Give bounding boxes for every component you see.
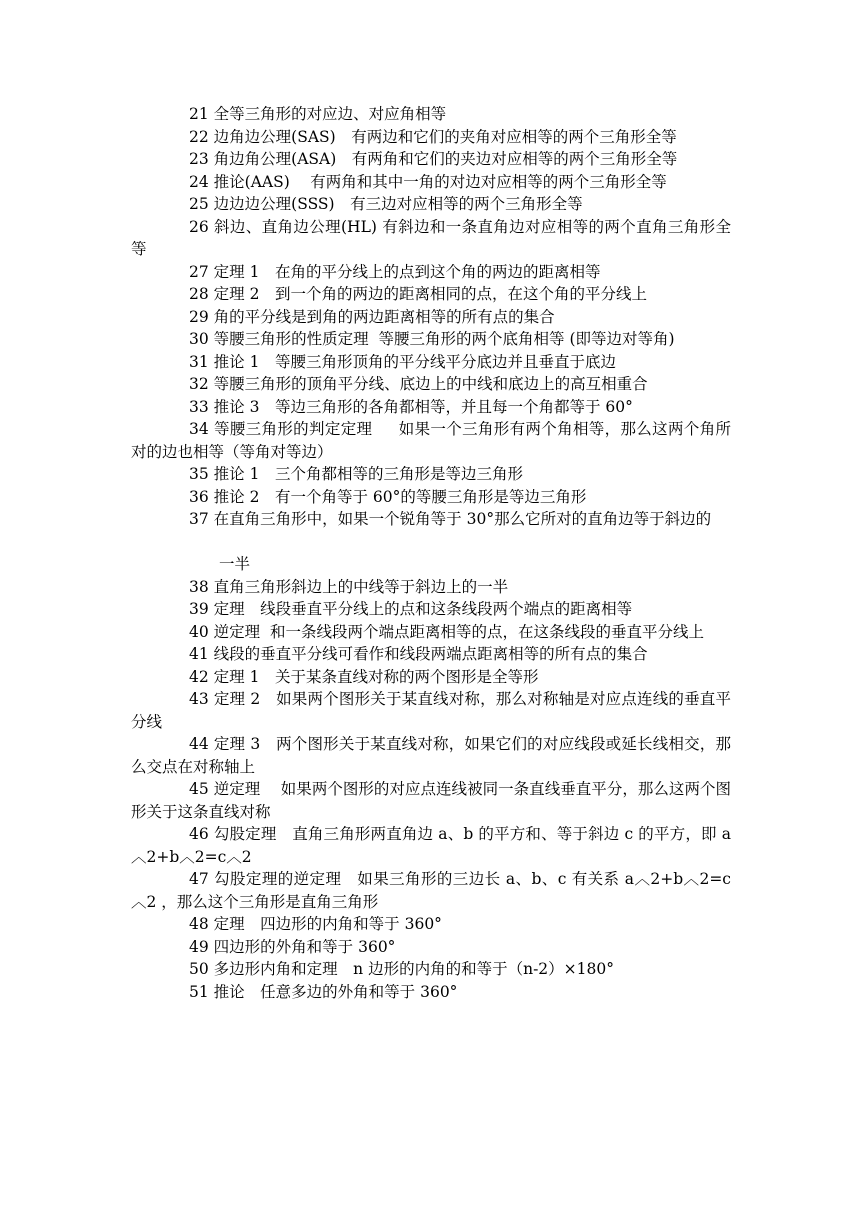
document-body xyxy=(131,103,731,1003)
theorem-text: 等腰三角形的判定定理 如果一个三角形有两个角相等，那么这两个角所对的边也相等（等角对等边） xyxy=(131,420,731,461)
theorem-number: 35 xyxy=(189,465,209,483)
theorem-26 xyxy=(131,216,731,261)
theorem-text: 定理 线段垂直平分线上的点和这条线段两个端点的距离相等 xyxy=(213,600,633,618)
theorem-text: 多边形内角和定理 n 边形的内角的和等于（n-2）×180° xyxy=(213,960,614,978)
theorem-text: 定理 1 在角的平分线上的点到这个角的两边的距离相等 xyxy=(213,262,601,281)
theorem-text: 全等三角形的对应边、对应角相等 xyxy=(213,105,447,123)
theorem-37 xyxy=(131,508,731,531)
theorem-text: 定理 2 如果两个图形关于某直线对称，那么对称轴是对应点连线的垂直平分线 xyxy=(131,690,731,731)
theorem-number: 44 xyxy=(189,735,209,753)
theorem-text: 四边形的外角和等于 360° xyxy=(213,937,396,956)
theorem-38 xyxy=(131,576,731,599)
theorem-51 xyxy=(131,981,731,1004)
theorem-number: 26 xyxy=(189,217,209,236)
theorem-48 xyxy=(131,913,731,936)
theorem-number: 24 xyxy=(189,172,209,191)
theorem-text: 在直角三角形中，如果一个锐角等于 30°那么它所对的直角边等于斜边的 xyxy=(213,510,712,528)
theorem-text: 推论 1 等腰三角形顶角的平分线平分底边并且垂直于底边 xyxy=(213,352,616,371)
theorem-text: 角的平分线是到角的两边距离相等的所有点的集合 xyxy=(213,307,555,326)
theorem-text: 勾股定理 直角三角形两直角边 a、b 的平方和、等于斜边 c 的平方，即 a︿2+b︿2=c︿2 xyxy=(131,825,731,866)
theorem-44 xyxy=(131,733,731,778)
theorem-text: 推论 1 三个角都相等的三角形是等边三角形 xyxy=(213,465,523,483)
theorem-number: 21 xyxy=(189,105,209,123)
theorem-35 xyxy=(131,463,731,486)
theorem-text: 边边边公理(SSS) 有三边对应相等的两个三角形全等 xyxy=(213,195,583,213)
theorem-number: 28 xyxy=(189,285,209,303)
theorem-number: 50 xyxy=(189,960,209,978)
theorem-28 xyxy=(131,283,731,306)
theorem-number: 38 xyxy=(189,577,209,596)
theorem-25 xyxy=(131,193,731,216)
theorem-22 xyxy=(131,126,731,149)
theorem-37-continuation: 一半 xyxy=(219,555,251,573)
theorem-30 xyxy=(131,328,731,351)
theorem-text: 定理 2 到一个角的两边的距离相同的点，在这个角的平分线上 xyxy=(213,285,647,303)
theorem-text: 等腰三角形的性质定理 等腰三角形的两个底角相等 (即等边对等角) xyxy=(213,330,675,348)
theorem-number: 36 xyxy=(189,487,209,506)
theorem-43 xyxy=(131,688,731,733)
theorem-27 xyxy=(131,261,731,284)
theorem-number: 22 xyxy=(189,127,209,146)
theorem-text: 角边角公理(ASA) 有两角和它们的夹边对应相等的两个三角形全等 xyxy=(213,150,678,168)
theorem-number: 27 xyxy=(189,262,209,281)
theorem-number: 46 xyxy=(189,825,209,843)
theorem-text: 直角三角形斜边上的中线等于斜边上的一半 xyxy=(213,577,509,596)
theorem-text: 边角边公理(SAS) 有两边和它们的夹角对应相等的两个三角形全等 xyxy=(213,127,677,146)
theorem-36 xyxy=(131,486,731,509)
theorem-32 xyxy=(131,373,731,396)
theorem-39 xyxy=(131,598,731,621)
theorem-number: 30 xyxy=(189,330,209,348)
theorem-21 xyxy=(131,103,731,126)
theorem-text: 推论(AAS) 有两角和其中一角的对边对应相等的两个三角形全等 xyxy=(213,172,667,191)
theorem-40 xyxy=(131,621,731,644)
theorem-50 xyxy=(131,958,731,981)
theorem-31 xyxy=(131,351,731,374)
theorem-text: 等腰三角形的顶角平分线、底边上的中线和底边上的高互相重合 xyxy=(213,375,648,393)
theorem-number: 31 xyxy=(189,352,209,371)
theorem-number: 49 xyxy=(189,937,209,956)
theorem-text: 线段的垂直平分线可看作和线段两端点距离相等的所有点的集合 xyxy=(213,645,648,663)
theorem-47 xyxy=(131,868,731,913)
theorem-number: 41 xyxy=(189,645,209,663)
theorem-text: 推论 任意多边的外角和等于 360° xyxy=(213,982,458,1001)
theorem-49 xyxy=(131,936,731,959)
theorem-number: 48 xyxy=(189,915,209,933)
theorem-number: 25 xyxy=(189,195,209,213)
theorem-number: 37 xyxy=(189,510,209,528)
blank-line xyxy=(131,531,731,554)
theorem-number: 29 xyxy=(189,307,209,326)
theorem-29 xyxy=(131,306,731,329)
theorem-number: 23 xyxy=(189,150,209,168)
theorem-text: 推论 3 等边三角形的各角都相等，并且每一个角都等于 60° xyxy=(213,397,633,416)
theorem-42 xyxy=(131,666,731,689)
theorem-number: 39 xyxy=(189,600,209,618)
theorem-34 xyxy=(131,418,731,463)
theorem-text: 斜边、直角边公理(HL) 有斜边和一条直角边对应相等的两个直角三角形全等 xyxy=(131,217,731,258)
theorem-text: 推论 2 有一个角等于 60°的等腰三角形是等边三角形 xyxy=(213,487,587,506)
theorem-24 xyxy=(131,171,731,194)
theorem-number: 51 xyxy=(189,982,209,1001)
theorem-45 xyxy=(131,778,731,823)
theorem-number: 43 xyxy=(189,690,209,708)
theorem-33 xyxy=(131,396,731,419)
theorem-number: 40 xyxy=(189,622,209,641)
theorem-number: 34 xyxy=(189,420,209,438)
theorem-41 xyxy=(131,643,731,666)
theorem-text: 勾股定理的逆定理 如果三角形的三边长 a、b、c 有关系 a︿2+b︿2=c︿2 ，那么这个三角形是直角三角形 xyxy=(131,870,731,911)
theorem-number: 42 xyxy=(189,667,209,686)
theorem-number: 45 xyxy=(189,780,209,798)
theorem-text: 定理 3 两个图形关于某直线对称，如果它们的对应线段或延长线相交，那么交点在对称轴上 xyxy=(131,735,731,776)
theorem-text: 逆定理 和一条线段两个端点距离相等的点，在这条线段的垂直平分线上 xyxy=(213,622,705,641)
theorem-46 xyxy=(131,823,731,868)
theorem-text: 定理 1 关于某条直线对称的两个图形是全等形 xyxy=(213,667,539,686)
theorem-number: 47 xyxy=(189,870,209,888)
theorem-number: 33 xyxy=(189,397,209,416)
theorem-text: 定理 四边形的内角和等于 360° xyxy=(213,915,442,933)
theorem-number: 32 xyxy=(189,375,209,393)
theorem-23 xyxy=(131,148,731,171)
theorem-text: 逆定理 如果两个图形的对应点连线被同一条直线垂直平分，那么这两个图形关于这条直线对称 xyxy=(131,780,731,821)
